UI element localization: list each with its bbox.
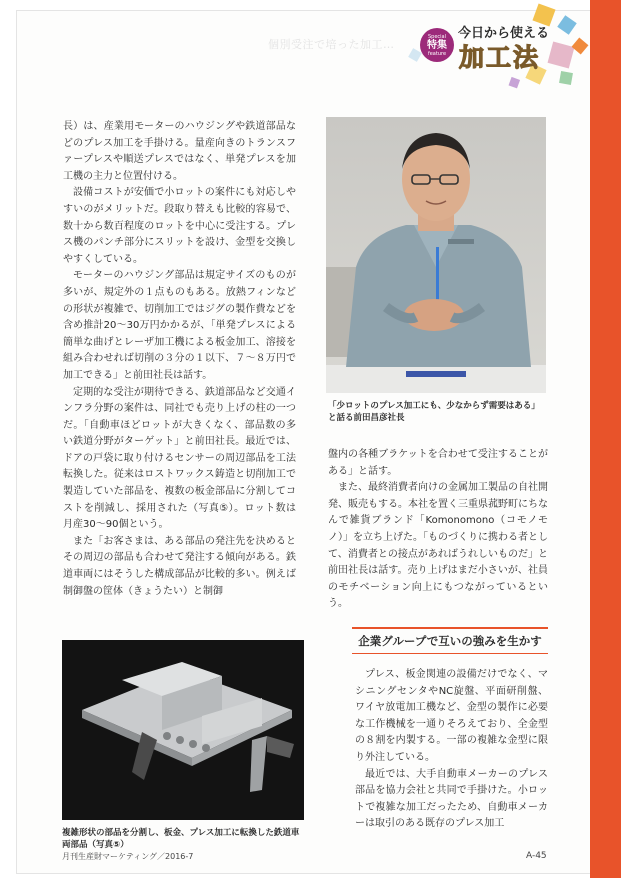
ghost-header-text: 個別受注で培った加工…	[268, 38, 395, 51]
paragraph: プレス、板金関連の設備だけでなく、マシニングセンタやNC旋盤、平面研削盤、ワイヤ放電加工機など、金型の製作に必要な工作機械を一通りそろえており、全金型の８割を内製する。一部の複雑な金型に限り外注している。	[355, 669, 548, 763]
footer-publication: 月刊生産財マーケティング／2016-7	[62, 852, 194, 861]
paragraph: モーターのハウジング部品は規定サイズのものが多いが、規定外の１点ものもある。放熱フィンなどの形状が複雑で、切削加工ではジグの製作費などを含め推計20～30万円かかるが、「単発プレスによる簡単な曲げとレーザ加工機による板金加工、溶接を組み合わせれば切削の３分の１以下、７～８万円で加工できる」と前田社長は話す。	[63, 270, 296, 381]
right-text-column-bottom	[355, 667, 548, 833]
special-feature-badge	[420, 28, 454, 62]
paragraph: 設備コストが安価で小ロットの案件にも対応しやすいのがメリットだ。段取り替えも比較的容易で、数十から数百程度のロットを中心に受注する。プレス機のパンチ部分にスリットを設け、金型を交換しやすくしている。	[63, 187, 296, 265]
footer-page-number: A-45	[526, 851, 547, 861]
paragraph: 長）は、産業用モーターのハウジングや鉄道部品などのプレス加工を手掛ける。量産向きのトランスファープレスや順送プレスではなく、単発プレスを加工機の主力と位置付ける。	[63, 121, 296, 182]
president-photo	[326, 117, 546, 393]
paragraph: 最近では、大手自動車メーカーのプレス部品を協力会社と共同で手掛けた。小ロットで複雑な加工だったため、自動車メーカーは取引のある既存のプレス加工	[355, 768, 548, 830]
paragraph: 盤内の各種ブラケットを合わせて受注することがある」と話す。	[328, 449, 548, 477]
section-heading: 企業グループで互いの強みを生かす	[352, 627, 548, 654]
left-text-column	[63, 119, 296, 600]
president-photo-caption: 「少ロットのプレス加工にも、少なからず需要はある」と話る前田昌彦社長	[328, 401, 540, 423]
railway-part-caption: 複雑形状の部品を分割し、板金、プレス加工に転換した鉄道車両部品（写真⑤）	[62, 828, 300, 850]
right-text-column-top	[328, 447, 548, 613]
badge-special-text: Special	[427, 33, 446, 40]
badge-feature-text: feature	[427, 50, 447, 57]
paragraph: 定期的な受注が期待できる、鉄道部品など交通インフラ分野の案件は、同社でも売り上げの柱の一つだ。「自動車ほどロットが大きくなく、部品数の多い鉄道分野がターゲット」と前田社長。最近では、ドアの戸袋に取り付けるセンサーの周辺部品を工法転換した。従来はロストワックス鋳造と切削加工で製造していた部品を、複数の板金部品に分割してコストを削減し、採用された（写真⑤）。ロット数は月産30～90個という。	[63, 386, 296, 531]
paragraph: また、最終消費者向けの金属加工製品の自社開発、販売もする。本社を置く三重県菰野町にちなんで雑貨ブランド「Komonomono（コモノモノ）」を立ち上げた。「ものづくりに携わる者として、消費者との接点があればうれしいものだ」と前田社長は話す。売り上げはまだ小さいが、社員のモチベーション向上にもつながっているという。	[328, 482, 548, 610]
badge-main-text: 特集	[427, 39, 447, 51]
paragraph: また「お客さまは、ある部品の発注先を決めるとその周辺の部品も合わせて発注する傾向がある。鉄道車両にはそうした構成部品が比較的多い。例えば制御盤の筐体（きょうたい）と制御	[63, 535, 296, 597]
feature-subtitle: 今日から使える	[458, 26, 550, 41]
railway-part-photo	[62, 640, 304, 820]
page-edge-bar	[590, 0, 621, 878]
feature-title: 加工法	[459, 43, 541, 72]
